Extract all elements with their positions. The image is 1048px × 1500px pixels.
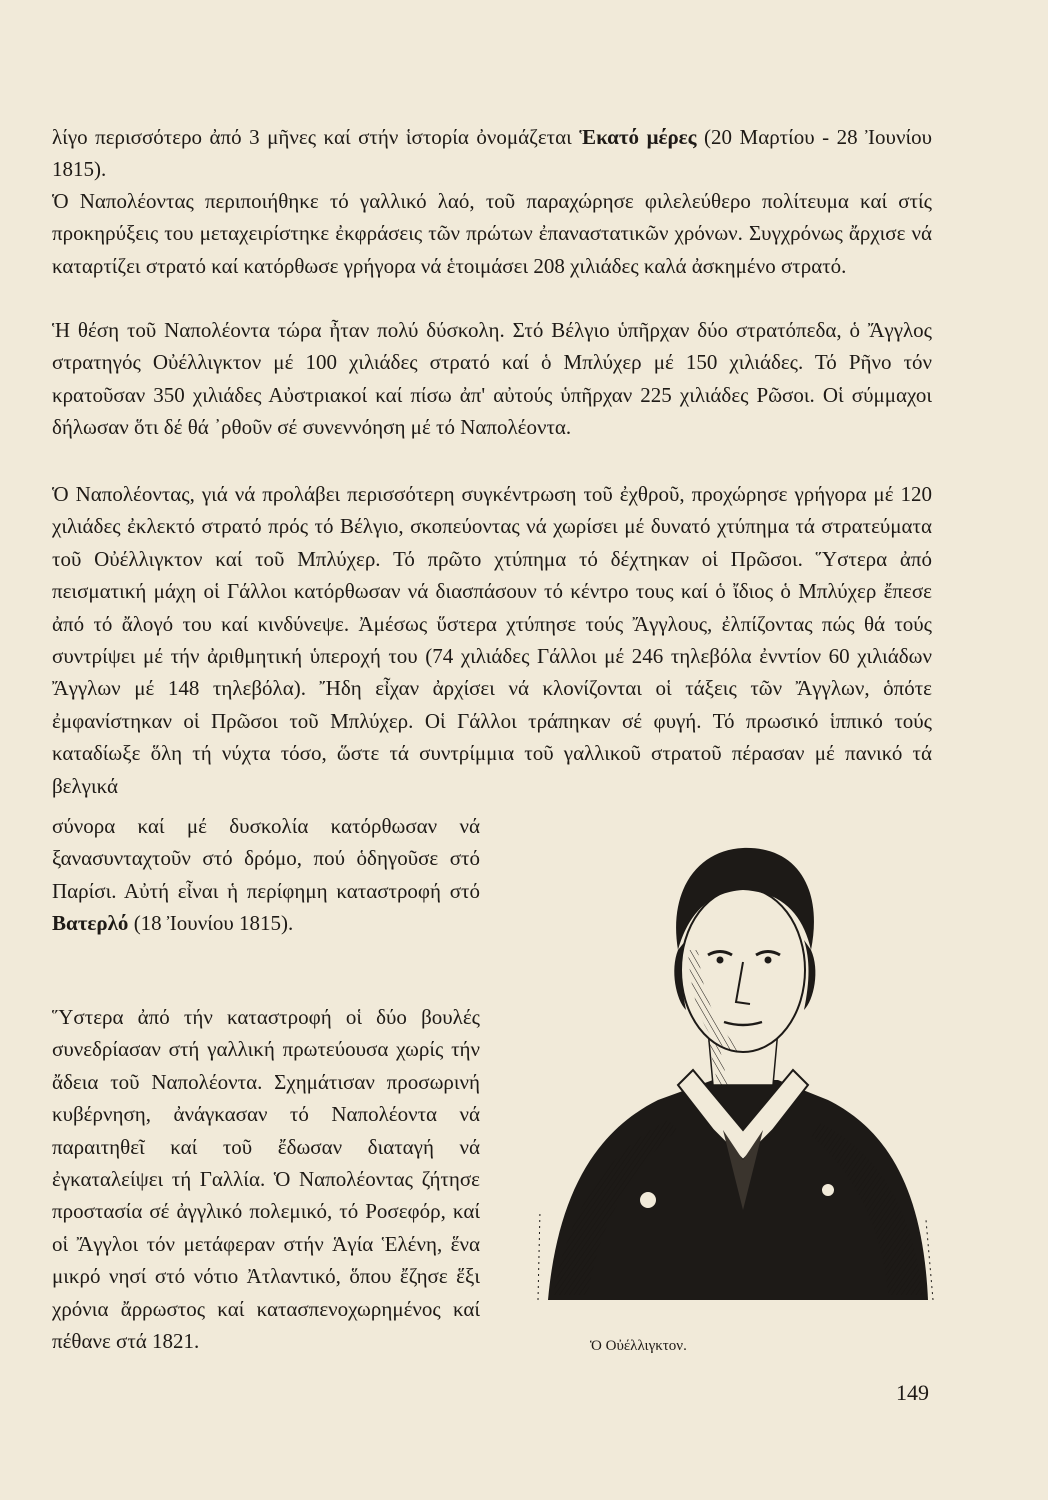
- p1-before: λίγο περισσότερο ἀπό 3 μῆνες καί στήν ἱστορία ὀνομάζεται: [52, 125, 580, 149]
- wellington-portrait: [528, 830, 948, 1330]
- paragraph-intro: [52, 121, 932, 186]
- portrait-caption: Ὁ Οὐέλλιγκτον.: [590, 1338, 687, 1354]
- p1-after: (20 Μαρτίου - 28 Ἰουνίου 1815).: [52, 125, 932, 182]
- portrait-engraving: [528, 830, 948, 1330]
- hundred-days-term: Ἑκατό μέρες: [579, 125, 697, 149]
- paragraph-difficult-position: Ἡ θέση τοῦ Ναπολέοντα τώρα ἦταν πολύ δύσκολη. Στό Βέλγιο ὑπῆρχαν δύο στρατόπεδα, ὁ Ἄγγλος στρατηγός Οὐέλλιγκτον μέ 100 χιλιάδες στρατό καί ὁ Μπλύχερ μέ 150 χιλιάδες. Τό Ρῆνο τόν κρατοῦσαν 350 χιλιάδες Αὐστριακοί καί πίσω ἀπ' αὐτούς ὑπῆρχαν 225 χιλιάδες Ρῶσοι. Οἱ σύμμαχοι δήλωσαν ὅτι δέ θά ᾽ρθοῦν σέ συνεννόηση μέ τό Ναπολέοντα.: [52, 318, 932, 440]
- paragraph-belgium-campaign: Ὁ Ναπολέοντας, γιά νά προλάβει περισσότερη συγκέντρωση τοῦ ἐχθροῦ, προχώρησε γρήγορα μέ 120 χιλιάδες ἐκλεκτό στρατό πρός τό Βέλγιο, σκοπεύοντας νά χωρίσει μέ δυνατό χτύπημα τά στρατεύματα τοῦ Οὐέλλιγκτον καί τοῦ Μπλύχερ. Τό πρῶτο χτύπημα τό δέχτηκαν οἱ Πρῶσοι. Ὕστερα ἀπό πεισματική μάχη οἱ Γάλλοι κατόρθωσαν νά διασπάσουν τό κέντρο τους καί ὁ ἴδιος ὁ Μπλύχερ ἔπεσε ἀπό τό ἄλογό του καί κινδύνεψε. Ἀμέσως ὕστερα χτύπησε τούς Ἄγγλους, ἐλπίζοντας πώς θά τούς συντρίψει μέ τήν ἀριθμητική ὑπεροχή του (74 χιλιάδες Γάλλοι μέ 246 τηλεβόλα ἐνντίον 60 χιλιάδων Ἄγγλων μέ 148 τηλεβόλα). Ἤδη εἶχαν ἀρχίσει νά κλονίζονται οἱ τάξεις τῶν Ἄγγλων, ὁπότε ἐμφανίστηκαν οἱ Πρῶσοι τοῦ Μπλύχερ. Οἱ Γάλλοι τράπηκαν σέ φυγή. Τό πρωσικό ἱππικό τούς καταδίωξε ὅλη τή νύχτα τόσο, ὥστε τά συντρίμμια τοῦ γαλλικοῦ στρατοῦ πέρασαν μέ πανικό τά βελγικά: [52, 482, 932, 798]
- paragraph-waterloo: [52, 810, 480, 940]
- page-number: 149: [896, 1380, 929, 1405]
- paragraph-aftermath: Ὕστερα ἀπό τήν καταστροφή οἱ δύο βουλές συνεδρίασαν στή γαλλική πρωτεύουσα χωρίς τήν ἄδεια τοῦ Ναπολέοντα. Σχημάτισαν προσωρινή κυβέρνηση, ἀνάγκασαν τό Ναπολέοντα νά παραιτηθεῖ καί τοῦ ἔδωσαν διαταγή νά ἐγκαταλείψει τή Γαλλία. Ὁ Ναπολέοντας ζήτησε προστασία σέ ἀγγλικό πολεμικό, τό Ροσεφόρ, καί οἱ Ἄγγλοι τόν μετάφεραν στήν Ἁγία Ἑλένη, ἕνα μικρό νησί στό νότιο Ἀτλαντικό, ὅπου ἔζησε ἕξι χρόνια ἄρρωστος καί κατασπενοχωρημένος καί πέθανε στά 1821.: [52, 1005, 480, 1354]
- p5-before: σύνορα καί μέ δυσκολία κατόρθωσαν νά ξανασυνταχτοῦν στό δρόμο, πού ὁδηγοῦσε στό Παρίσι. Αὐτή εἶναι ἡ περίφημη καταστροφή στό: [52, 814, 480, 903]
- waterloo-term: Βατερλό: [52, 911, 129, 936]
- p5-after: (18 Ἰουνίου 1815).: [128, 911, 294, 936]
- paragraph-napoleon-policy: Ὁ Ναπολέοντας περιποιήθηκε τό γαλλικό λαό, τοῦ παραχώρησε φιλελεύθερο πολίτευμα καί στίς προκηρύξεις του μεταχειρίστηκε ἐκφράσεις τῶν πρώτων ἐπαναστατικῶν χρόνων. Συγχρόνως ἄρχισε νά καταρτίζει στρατό καί κατόρθωσε γρήγορα νά ἑτοιμάσει 208 χιλιάδες καλά ἀσκημένο στρατό.: [52, 189, 932, 278]
